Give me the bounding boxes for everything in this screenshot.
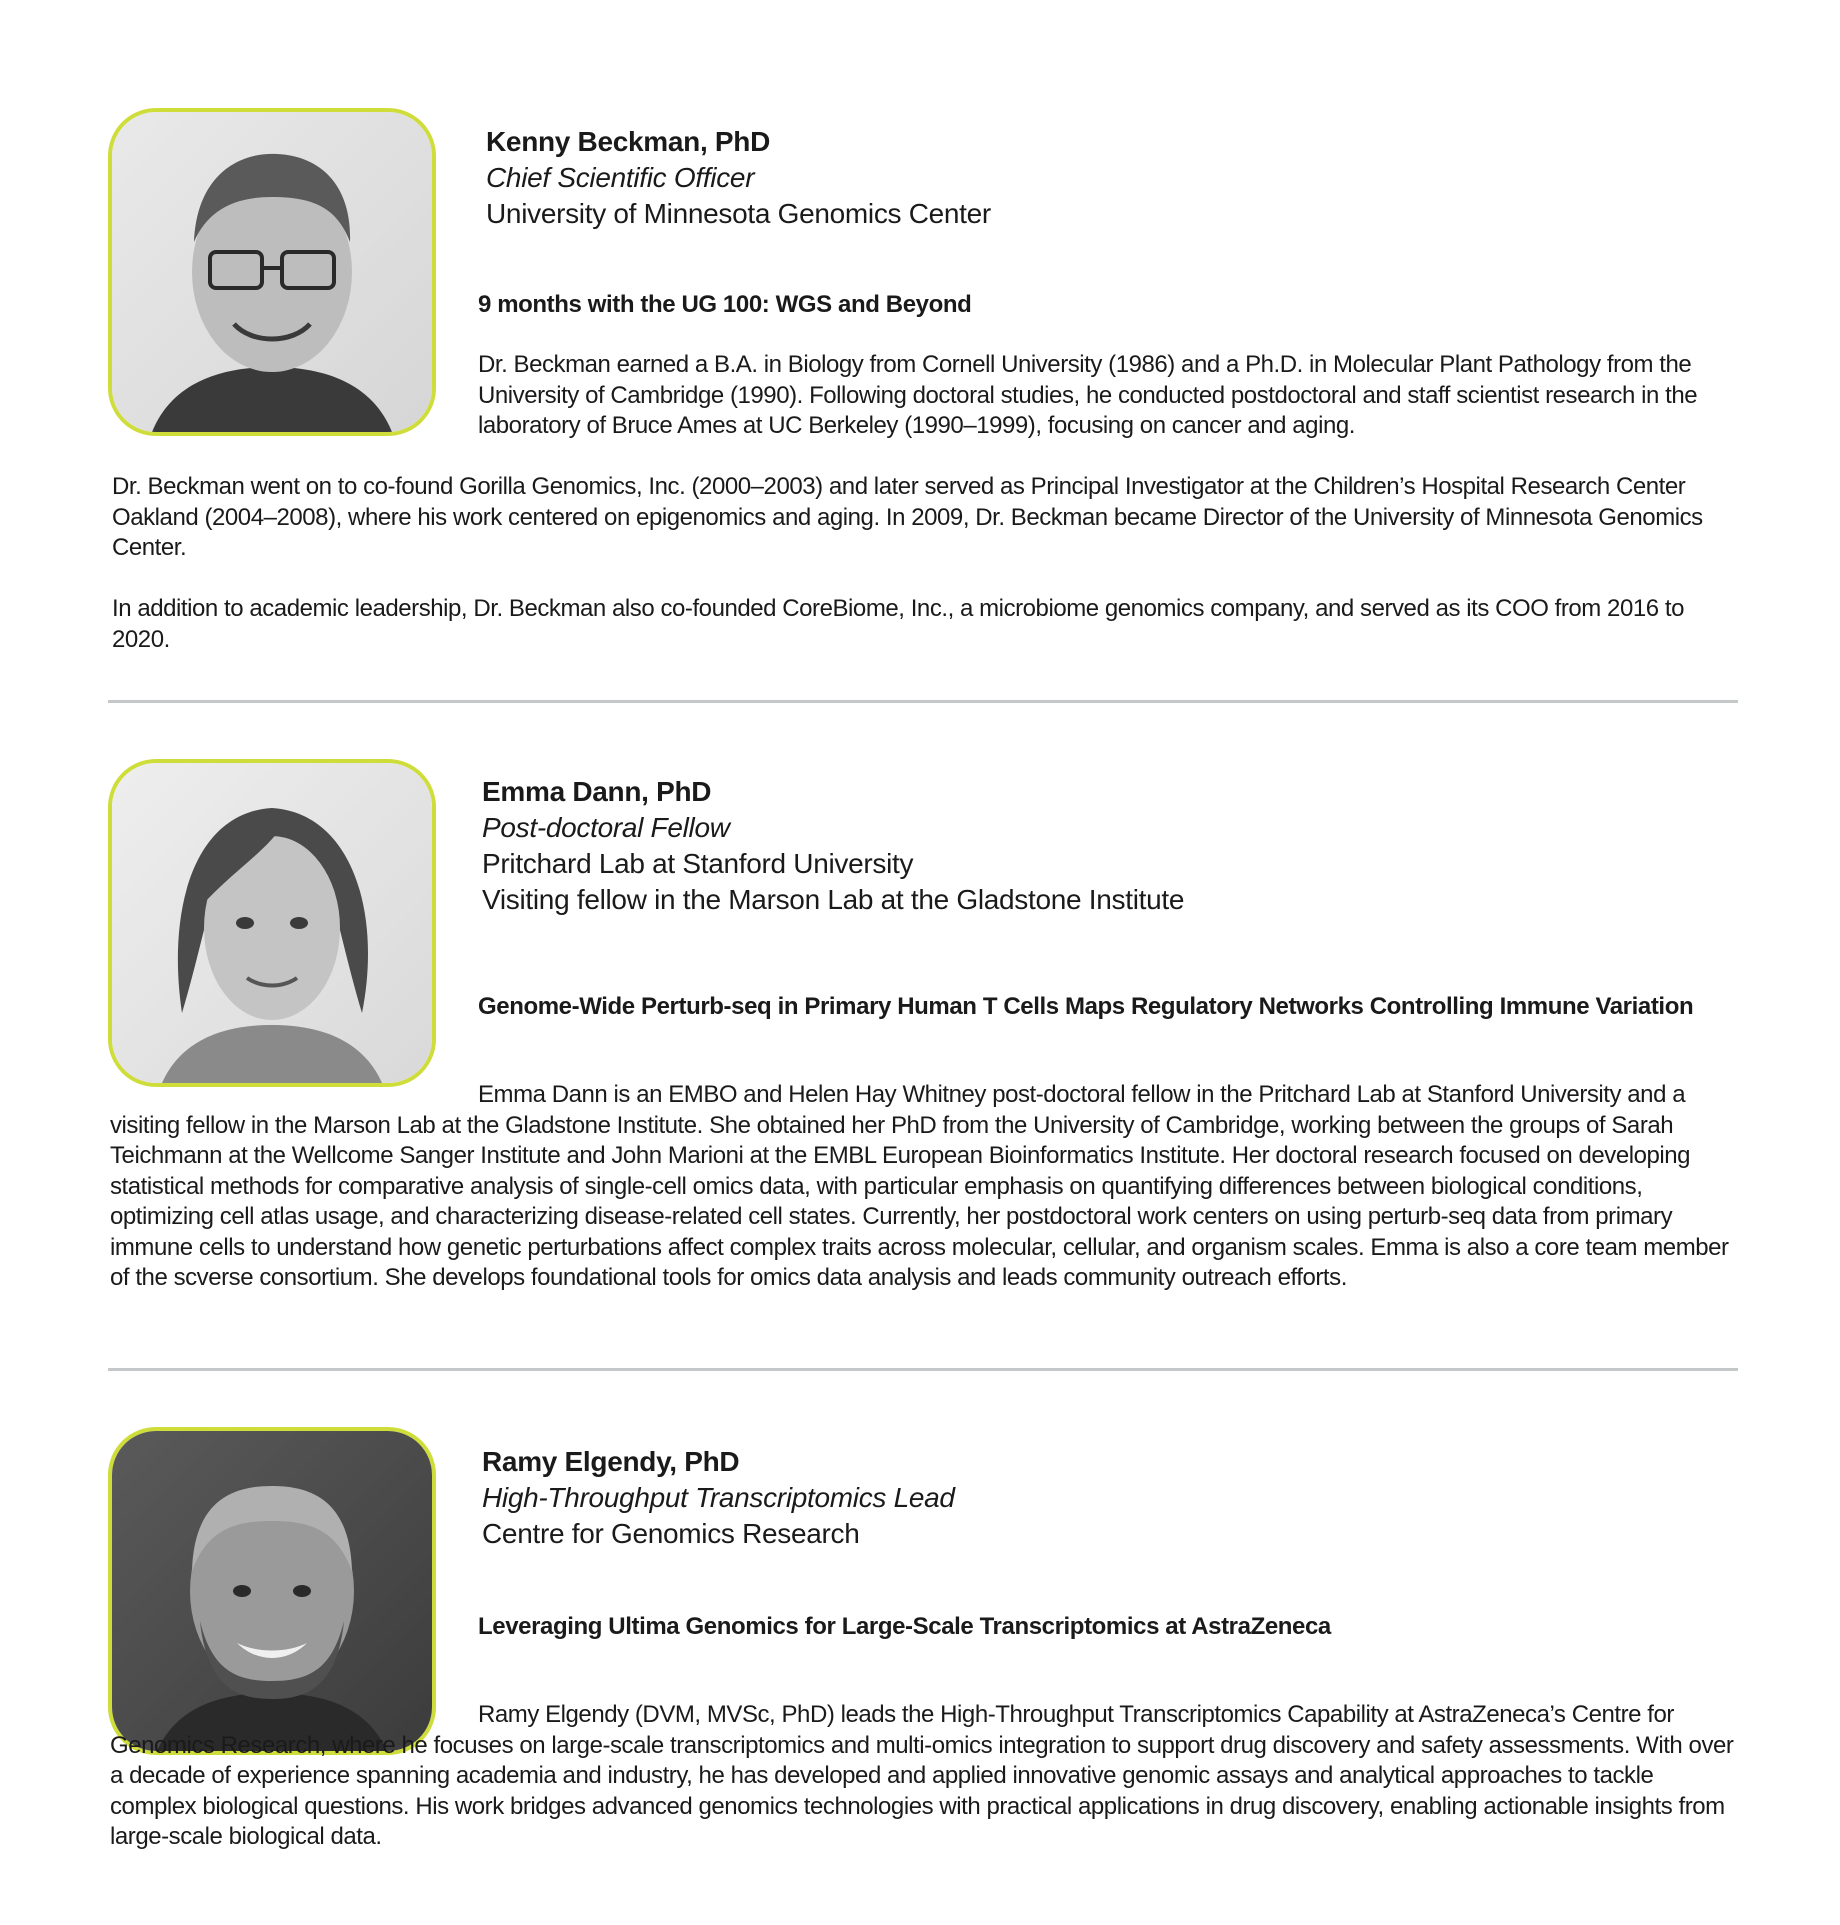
section-divider: [108, 700, 1738, 703]
speaker-title: High-Throughput Transcriptomics Lead: [482, 1482, 955, 1513]
bio-text: Emma Dann is an EMBO and Helen Hay Whitney post-doctoral fellow in the Pritchard Lab at Stanford University and a visiting fellow in the Marson Lab at the Gladstone Institute. She obtained her PhD from the University of Cambridge, working between the groups of Sarah Teichmann at the Wellcome Sanger Institute and John Marioni at the EMBL European Bioinformatics Institute. Her doctoral research focused on developing statistical methods for comparative analysis of single-cell omics data, with particular emphasis on quantifying differences between biological conditions, optimizing cell atlas usage, and characterizing disease-related cell states. Currently, her postdoctoral work centers on using perturb-seq data from primary immune cells to understand how genetic perturbations affect complex traits across molecular, cellular, and organism scales. Emma is also a core team member of the scverse consortium. She develops foundational tools for omics data analysis and leads community outreach efforts.: [110, 1081, 1729, 1291]
speaker-name: Emma Dann, PhD: [482, 776, 712, 807]
speaker-affiliation: Pritchard Lab at Stanford University: [482, 848, 914, 879]
portrait-image: [112, 112, 432, 432]
speaker-affiliation: Visiting fellow in the Marson Lab at the Gladstone Institute: [482, 884, 1185, 915]
talk-title: 9 months with the UG 100: WGS and Beyond: [478, 291, 972, 318]
speaker-title: Post-doctoral Fellow: [482, 812, 730, 843]
talk-title: Genome-Wide Perturb-seq in Primary Human T Cells Maps Regulatory Networks Controlling Immune Variation: [478, 993, 1694, 1020]
bio-text: Ramy Elgendy (DVM, MVSc, PhD) leads the High-Throughput Transcriptomics Capability at AstraZeneca’s Centre for Genomics Research, where he focuses on large-scale transcriptomics and multi-omics integration to support drug discovery and safety assessments. With over a decade of experience spanning academia and industry, he has developed and applied innovative genomic assays and analytical approaches to tackle complex biological questions. His work bridges advanced genomics technologies with practical applications in drug discovery, enabling actionable insights from large-scale biological data.: [110, 1701, 1734, 1850]
speaker-affiliation: Centre for Genomics Research: [482, 1518, 860, 1549]
bio-paragraph: Dr. Beckman went on to co-found Gorilla Genomics, Inc. (2000–2003) and later served as Principal Investigator at the Children’s Hospital Research Center Oakland (2004–2008), where his work centered on epigenomics and aging. In 2009, Dr. Beckman became Director of the University of Minnesota Genomics Center.: [112, 473, 1703, 561]
bio-paragraph: [110, 1700, 1742, 1853]
speaker-title: Chief Scientific Officer: [486, 162, 755, 193]
portrait-image: [112, 763, 432, 1083]
bio-paragraph: In addition to academic leadership, Dr. Beckman also co-founded CoreBiome, Inc., a microbiome genomics company, and served as its COO from 2016 to 2020.: [112, 595, 1684, 653]
section-divider: [108, 1368, 1738, 1371]
speaker-photo-emma-dann: [108, 759, 436, 1087]
speaker-name: Kenny Beckman, PhD: [486, 126, 771, 157]
speaker-photo-kenny-beckman: [108, 108, 436, 436]
talk-title: Leveraging Ultima Genomics for Large-Scale Transcriptomics at AstraZeneca: [478, 1613, 1331, 1640]
speaker-affiliation: University of Minnesota Genomics Center: [486, 198, 991, 229]
bio-paragraph: Dr. Beckman earned a B.A. in Biology from Cornell University (1986) and a Ph.D. in Molecular Plant Pathology from the University of Cambridge (1990). Following doctoral studies, he conducted postdoctoral and staff scientist research in the laboratory of Bruce Ames at UC Berkeley (1990–1999), focusing on cancer and aging.: [478, 351, 1698, 439]
speaker-name: Ramy Elgendy, PhD: [482, 1446, 740, 1477]
bio-paragraph: [110, 1080, 1742, 1294]
